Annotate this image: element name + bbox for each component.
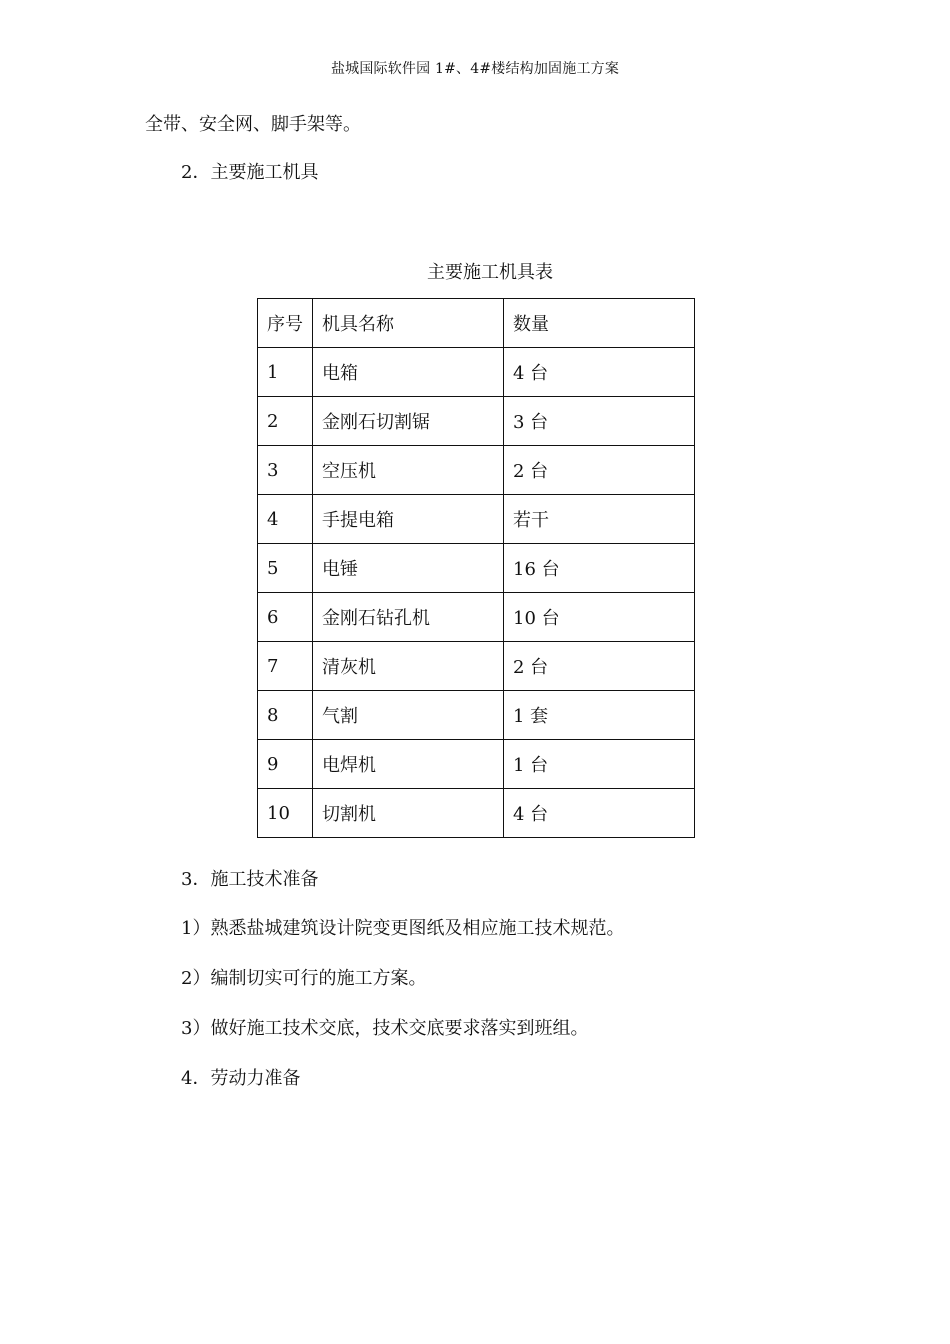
cell-quantity: 3 台: [504, 397, 695, 446]
table-header-row: [258, 299, 695, 348]
cell-index: 2: [258, 397, 313, 446]
cell-index: 9: [258, 740, 313, 789]
cell-name: 电箱: [313, 348, 504, 397]
cell-quantity: 4 台: [504, 348, 695, 397]
column-header-index: 序号: [258, 299, 313, 348]
cell-name: 电锤: [313, 544, 504, 593]
table-row: [258, 642, 695, 691]
cell-quantity: 4 台: [504, 789, 695, 838]
section-heading-labor-prep: 4．劳动力准备: [181, 1068, 301, 1089]
column-header-quantity: 数量: [504, 299, 695, 348]
cell-index: 6: [258, 593, 313, 642]
cell-quantity: 1 台: [504, 740, 695, 789]
continuation-text: 全带、安全网、脚手架等。: [145, 114, 361, 135]
cell-name: 空压机: [313, 446, 504, 495]
cell-index: 8: [258, 691, 313, 740]
cell-quantity: 10 台: [504, 593, 695, 642]
page-header: 盐城国际软件园 1#、4#楼结构加固施工方案: [330, 61, 620, 77]
cell-quantity: 2 台: [504, 642, 695, 691]
table-row: [258, 397, 695, 446]
cell-name: 清灰机: [313, 642, 504, 691]
cell-name: 气割: [313, 691, 504, 740]
table-row: [258, 740, 695, 789]
cell-name: 金刚石钻孔机: [313, 593, 504, 642]
table-row: [258, 789, 695, 838]
cell-name: 金刚石切割锯: [313, 397, 504, 446]
table-row: [258, 446, 695, 495]
list-item: 2）编制切实可行的施工方案。: [181, 968, 427, 989]
cell-quantity: 1 套: [504, 691, 695, 740]
cell-index: 10: [258, 789, 313, 838]
column-header-name: 机具名称: [313, 299, 504, 348]
table-row: [258, 691, 695, 740]
cell-quantity: 16 台: [504, 544, 695, 593]
cell-index: 5: [258, 544, 313, 593]
cell-quantity: 若干: [504, 495, 695, 544]
table-row: [258, 495, 695, 544]
cell-quantity: 2 台: [504, 446, 695, 495]
cell-name: 手提电箱: [313, 495, 504, 544]
cell-index: 3: [258, 446, 313, 495]
list-item: 3）做好施工技术交底，技术交底要求落实到班组。: [181, 1018, 589, 1039]
table-row: [258, 348, 695, 397]
cell-name: 切割机: [313, 789, 504, 838]
table-row: [258, 544, 695, 593]
cell-name: 电焊机: [313, 740, 504, 789]
table-row: [258, 593, 695, 642]
tools-table: [257, 298, 695, 838]
cell-index: 1: [258, 348, 313, 397]
table-caption: 主要施工机具表: [427, 262, 553, 283]
cell-index: 7: [258, 642, 313, 691]
section-heading-tools: 2．主要施工机具: [181, 162, 319, 183]
list-item: 1）熟悉盐城建筑设计院变更图纸及相应施工技术规范。: [181, 918, 625, 939]
section-heading-tech-prep: 3．施工技术准备: [181, 869, 319, 890]
cell-index: 4: [258, 495, 313, 544]
